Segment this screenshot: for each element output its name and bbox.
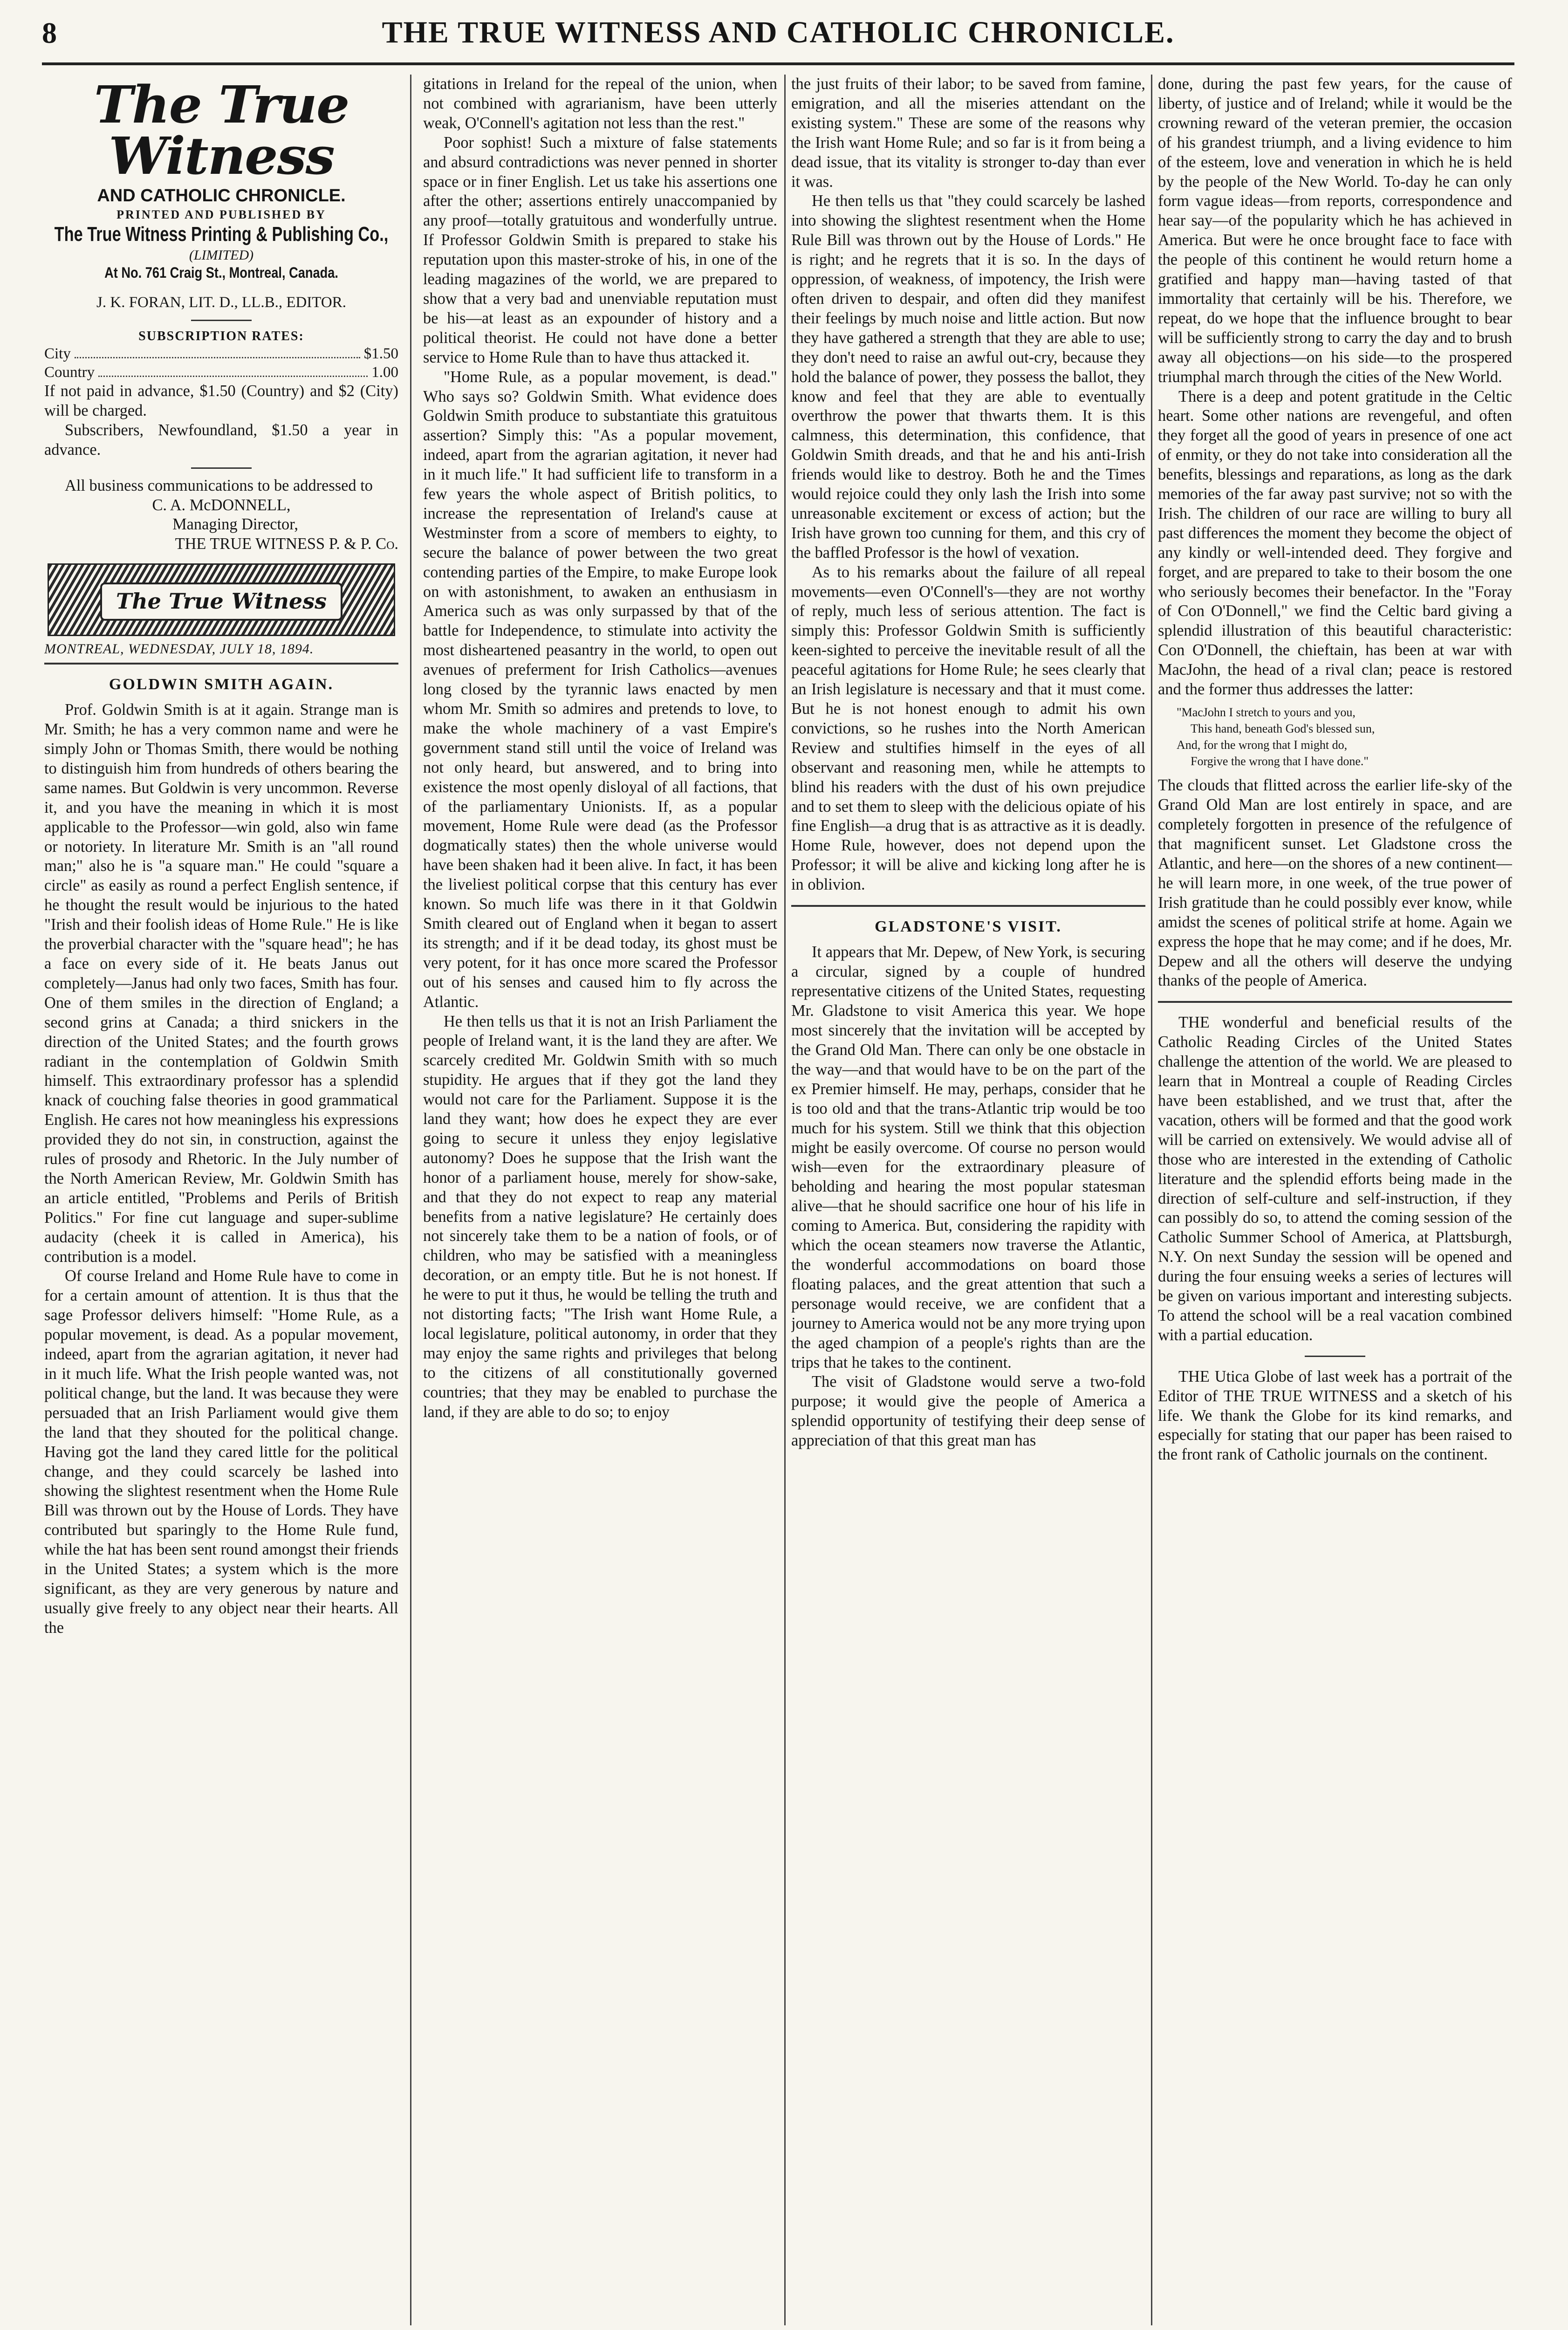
article-paragraph: It appears that Mr. Depew, of New York, is securing a circular, signed by a couple of hundred representative citizens of the United States, requesting Mr. Gladstone to visit America this year. We hope most sincerely that the invitation will be accepted by the Grand Old Man. There can only be one obstacle in the way—and that would have to be on the part of the ex Premier himself. He may, perhaps, consider that he is too old and that the trans-Atlantic trip would be too much for his system. Still we think that this objection might be easily overcome. Of course no person would wish—even for the extraordinary pleasure of beholding and hearing the most popular statesman alive—that he should sacrifice one hour of his life in coming to America. But, considering the rapidity with which the ocean steamers now traverse the Atlantic, the wonderful accommodations on board those floating palaces, and the great attention that such a personage would receive, we are confident that a journey to America would not be any more trying upon the aged champion of a people's rights than are the trips that he takes to the continent. [791, 943, 1145, 1371]
divider [191, 467, 252, 469]
article-paragraph: the just fruits of their labor; to be saved from famine, emigration, and all the miseries attendant on the existing system." These are some of the reasons why the Irish want Home Rule; and so far is it from being a dead issue, that its vitality is stronger to-day than ever it was. [791, 75, 1145, 191]
article-paragraph: Poor sophist! Such a mixture of false statements and absurd contradictions was never penned in shorter space or in finer English. Let us take his assertions one after the other; assertions entirely unaccompanied by any proof—totally gratuitous and wonderfully untrue. If Professor Goldwin Smith is prepared to stake his reputation upon this master-stroke of his, in one of the leading magazines of the world, we are prepared to show that a very bad and unenviable reputation must be his—at least as an expounder of history and a political theorist. He could not have done a better service to Home Rule than to have thus attacked it. [423, 133, 777, 366]
lead-word: THE [1178, 1367, 1210, 1385]
masthead-subtitle: AND CATHOLIC CHRONICLE. [97, 186, 346, 206]
editor-line: J. K. FORAN, LIT. D., LL.B., EDITOR. [96, 294, 346, 311]
manager-name: C. A. McDONNELL, [152, 496, 291, 514]
leader-dots [98, 363, 368, 377]
rates-note: If not paid in advance, $1.50 (Country) and $2 (City) will be charged. [44, 382, 398, 419]
manager-company: THE TRUE WITNESS P. & P. Co. [175, 535, 398, 553]
column-3 [791, 75, 1145, 2325]
divider [791, 905, 1145, 907]
divider [1305, 1356, 1365, 1357]
poem-line: This hand, beneath God's blessed sun, [1191, 722, 1375, 736]
article-paragraph: He then tells us that "they could scarcely be lashed into showing the slightest resentment when the Home Rule Bill was thrown out by the House of Lords." He is right; and he regrets that it is so. In the days of oppression, of weakness, of impotency, the Irish were often driven to despair, and often did they manifest their feelings by much noise and little action. But now they have gathered a strength that they are able to use; they don't need to raise an awful out-cry, because they hold the balance of power, they possess the ballot, they know and feel that they are able to eventually overthrow the power that thwarts them. It is this calmness, this determination, this confidence, that Goldwin Smith dreads, and that he and his anti-Irish friends would like to destroy. Both he and the Times would rejoice could they only lash the Irish into some unreasonable excitement or excess of action; but the Irish have grown too cunning for them, and this cry of the baffled Professor is the howl of vexation. [791, 192, 1145, 562]
rate-price: $1.50 [363, 345, 398, 362]
lead-word: THE [1178, 1014, 1210, 1032]
article-text: Utica Globe of last week has a portrait of the Editor of THE TRUE WITNESS and a sketch of his life. We thank the Globe for its kind remarks, and especially for stating that our paper has been raised to the front rank of Catholic journals on the continent. [1158, 1367, 1512, 1464]
masthead-logo-banner [48, 563, 395, 636]
column-4 [1158, 75, 1512, 2325]
article-paragraph: The clouds that flitted across the earlier life-sky of the Grand Old Man are lost entirely in space, and are completely forgotten in presence of the refulgence of that magnificent sunset. Let Gladstone cross the Atlantic, and here—on the shores of a new continent—he will learn more, in one week, of the true power of Irish gratitude than he could possibly ever know, while amidst the scenes of political strife at home. Again we express the hope that he may come; and if he does, Mr. Depew and all the others will deserve the undying thanks of the people of America. [1158, 776, 1512, 990]
article-heading: GLADSTONE'S VISIT. [875, 918, 1062, 936]
rates-note: Subscribers, Newfoundland, $1.50 a year in advance. [44, 421, 398, 459]
article-paragraph: Prof. Goldwin Smith is at it again. Strange man is Mr. Smith; he has a very common name and were he simply John or Thomas Smith, there would be nothing to distinguish him from hundreds of others bearing the same names. But Goldwin is very uncommon. Reverse it, and you have the meaning in which it is most applicable to the Professor—win gold, also win fame or notoriety. In literature Mr. Smith is an "all round man;" also he is "a square man." He could "square a circle" as easily as round a perfect English sentence, if he thought the result would be injurious to the hated "Irish and their foolish ideas of Home Rule." He is like the proverbial character with the "square head"; he has a face on every side of it. He beats Janus out completely—Janus had only two faces, Smith has four. One of them smiles in the direction of England; a second grins at Canada; a third snickers in the direction of the United States; and the fourth grows radiant in the contemplation of Goldwin Smith himself. This extraordinary professor has a splendid knack of couching false theories in good grammatical English. He cares not how meaningless his expressions provided they do not sin, in construction, against the rules of prosody and Rhetoric. In the July number of the North American Review, Mr. Goldwin Smith has an article entitled, "Problems and Perils of British Politics." For fine cut language and super-sublime audacity (cheek it is called in America), his contribution is a model. [44, 701, 398, 1266]
column-2 [423, 75, 777, 2325]
poem-line: And, for the wrong that I might do, [1177, 738, 1348, 752]
business-note: All business communications to be addressed to [65, 476, 373, 494]
leader-dots [75, 344, 360, 358]
company-address: At No. 761 Craig St., Montreal, Canada. [104, 264, 338, 281]
logo-text-left: The True [116, 589, 224, 614]
page-number: 8 [42, 16, 57, 49]
company-limited: (LIMITED) [189, 247, 254, 263]
article-paragraph: done, during the past few years, for the cause of liberty, of justice and of Ireland; while it would be the crowning reward of the veteran premier, the occasion of his grandest triumph, and a living evidence to him of the esteem, love and veneration in which he is held by the people of the New World. To-day he can only form vague ideas—from reports, correspondence and hear say—of the popularity which he has achieved in America. But were he once brought face to face with the people of this continent he would return home a gratified and happy man—having tasted of that immortality that certainly will be his. Therefore, we repeat, do we hope that the influence brought to bear will be sufficiently strong to carry the day and to brush away all objections—on his side—to the prospered triumphal march through the cities of the New World. [1158, 75, 1512, 386]
article-paragraph: There is a deep and potent gratitude in the Celtic heart. Some other nations are revengeful, and often they forget all the good of years in presence of one act of enmity, or they do not take into consideration all the benefits, blessings and reparations, as long as the dark memories of the far away past survive; not so with the Irish. The children of our race are willing to bury all past differences the moment they become the object of any kindly or well-intended deed. They forgive and forget, and are prepared to take to their bosom the one who seriously becomes their benefactor. In the "Foray of Con O'Donnell," we find the Celtic bard giving a splendid illustration of this beautiful characteristic: Con O'Donnell, the chieftain, has been at war with MacJohn, the head of a rival clan; peace is restored and the former thus addresses the latter: [1158, 387, 1512, 699]
rate-label: City [44, 345, 71, 362]
divider [44, 663, 398, 665]
dateline: MONTREAL, WEDNESDAY, JULY 18, 1894. [44, 641, 314, 657]
divider [191, 320, 252, 321]
rates-heading: SUBSCRIPTION RATES: [138, 329, 304, 343]
article-paragraph: As to his remarks about the failure of all repeal movements—even O'Connell's—they are not worthy of reply, much less of serious attention. The fact is simply this: Professor Goldwin Smith is sufficiently keen-sighted to perceive the inevitable result of all the peaceful agitations for Home Rule; he sees clearly that an Irish legislature is necessary and that it must come. But he is not honest enough to admit his own convictions, so he rushes into the North American Review and stultifies himself in the eyes of all observant and reasoning men, while he attempts to blind his readers with the dust of his own prejudice and to set them to sleep with the delicious opiate of his fine English—a drug that is as attractive as it is deadly. Home Rule, however, does not depend upon the Professor; it will be alive and kicking long after he is in oblivion. [791, 563, 1145, 894]
article-paragraph: He then tells us that it is not an Irish Parliament the people of Ireland want, it is the land they are after. We scarcely credited Mr. Goldwin Smith with so much stupidity. He argues that if they got the land they would not care for the Parliament. Suppose it is the land they want; how does he expect they are ever going to secure it unless they enjoy legislative autonomy? Does he suppose that the Irish want the honor of a parliament house, merely for show-sake, and that they do not expect to reap any material benefits from a native legislature? He certainly does not sincerely take them to be a nation of fools, or of children, who may be satisfied with a meaningless decoration, or an empty title. But he is not honest. If he were to put it thus, he would be telling the truth and not distorting facts; "The Irish want Home Rule, a local legislature, political autonomy, in order that they may enjoy the same rights and privileges that belong to the citizens of all constitutionally governed countries; that they may be enabled to purchase the land, if they are able to do so; to enjoy [423, 1012, 777, 1421]
poem-quote [1177, 704, 1512, 769]
manager-title: Managing Director, [172, 515, 298, 534]
rate-label: Country [44, 363, 95, 381]
poem-line: "MacJohn I stretch to yours and you, [1177, 706, 1356, 719]
rate-row [44, 344, 398, 363]
poem-line: Forgive the wrong that I have done." [1191, 754, 1369, 768]
page-header [42, 7, 1514, 65]
article-paragraph: The visit of Gladstone would serve a two-fold purpose; it would give the people of America a splendid opportunity of testifying their deep sense of appreciation of that this great man has [791, 1373, 1145, 1450]
divider [1158, 1001, 1512, 1003]
article-paragraph: Of course Ireland and Home Rule have to come in for a certain amount of attention. It is thus that the sage Professor delivers himself: "Home Rule, as a popular movement, is dead. As a popular movement, indeed, apart from the agrarian agitation, it never had in it much life. What the Irish people wanted was, not political change, but the land. It was because they were persuaded that an Irish Parliament would give them the land that they shouted for the political change. Having got the land they cared little for the political change, and they could scarcely be lashed into showing the slightest resentment when the Home Rule Bill was thrown out by the House of Lords. They have contributed but sparingly to the Home Rule fund, while the hat has been sent round amongst their friends in the United States; a system which is the more significant, as they are very generous by nature and usually give freely to any object near their hearts. All the [44, 1267, 398, 1637]
column-rule [410, 75, 411, 2325]
company-name: The True Witness Printing & Publishing Co., [54, 223, 389, 246]
rate-row [44, 363, 398, 382]
column-rule [1151, 75, 1152, 2325]
logo-text-right: Witness [231, 589, 327, 614]
printed-by: PRINTED AND PUBLISHED BY [116, 208, 326, 222]
article-paragraph: gitations in Ireland for the repeal of the union, when not combined with agrarianism, have been utterly weak, O'Connell's agitation not less than the rest." [423, 75, 777, 132]
article-paragraph [1158, 1367, 1512, 1465]
article-paragraph [1158, 1013, 1512, 1345]
article-heading: GOLDWIN SMITH AGAIN. [109, 675, 334, 693]
column-rule [784, 75, 786, 2325]
rate-price: 1.00 [371, 363, 398, 381]
masthead-title: The True Witness [94, 75, 349, 186]
article-paragraph: "Home Rule, as a popular movement, is dead." Who says so? Goldwin Smith. What evidence does Goldwin Smith produce to substantiate this gratuitous assertion? Simply this: "As a popular movement, indeed, apart from the agrarian agitation, it never had in it much life." It had sufficient life to transform in a few years the whole aspect of British politics, to increase the representation of Ireland's cause at Westminster from a score of members to eighty, to secure the balance of power between the two great contending parties of the Empire, to make Europe look on with astonishment, to awaken an enthusiasm in America such as was only surpassed by that of the battle for Independence, to stimulate into activity the most disheartened peasantry in the world, to open out avenues of preferment for Irish Catholics—avenues long closed by the tyrannic laws enacted by men whom Mr. Smith so admires and pretends to love, to make the whole machinery of a vast Empire's government stand still until the voice of Ireland was not only heard, but answered, and to bring into existence the most openly disloyal of all factions, that of the parliamentary Unionists. If, as a popular movement, Home Rule were dead (as the Professor dogmatically states) then the whole universe would have been shaken had it been alive. In fact, it has been the liveliest political corpse that this century has ever known. So much life was there in it that Goldwin Smith cleared out of England when it began to assert its strength; and if it be dead today, its ghost must be very potent, for it has once more scared the Professor out of his senses and caused him to fly across the Atlantic. [423, 368, 777, 1011]
running-title: THE TRUE WITNESS AND CATHOLIC CHRONICLE. [382, 15, 1175, 49]
logo-ribbon [100, 582, 342, 621]
article-text: wonderful and beneficial results of the Catholic Reading Circles of the United States challenge the attention of the world. We are pleased to learn that in Montreal a couple of Reading Circles have been established, and we trust that, after the vacation, others will be formed and that the good work will be carried on extensively. We would advise all of those who are interested in the extending of Catholic literature and the splendid efforts being made in the direction of self-culture and self-instruction, if they can possibly do so, to attend the coming session of the Catholic Summer School of America, at Plattsburgh, N.Y. On next Sunday the session will be opened and during the four ensuing weeks a series of lectures will be given on various important and interesting subjects. To attend the school will be a real vacation combined with a partial education. [1158, 1014, 1512, 1344]
column-1 [44, 75, 398, 2325]
